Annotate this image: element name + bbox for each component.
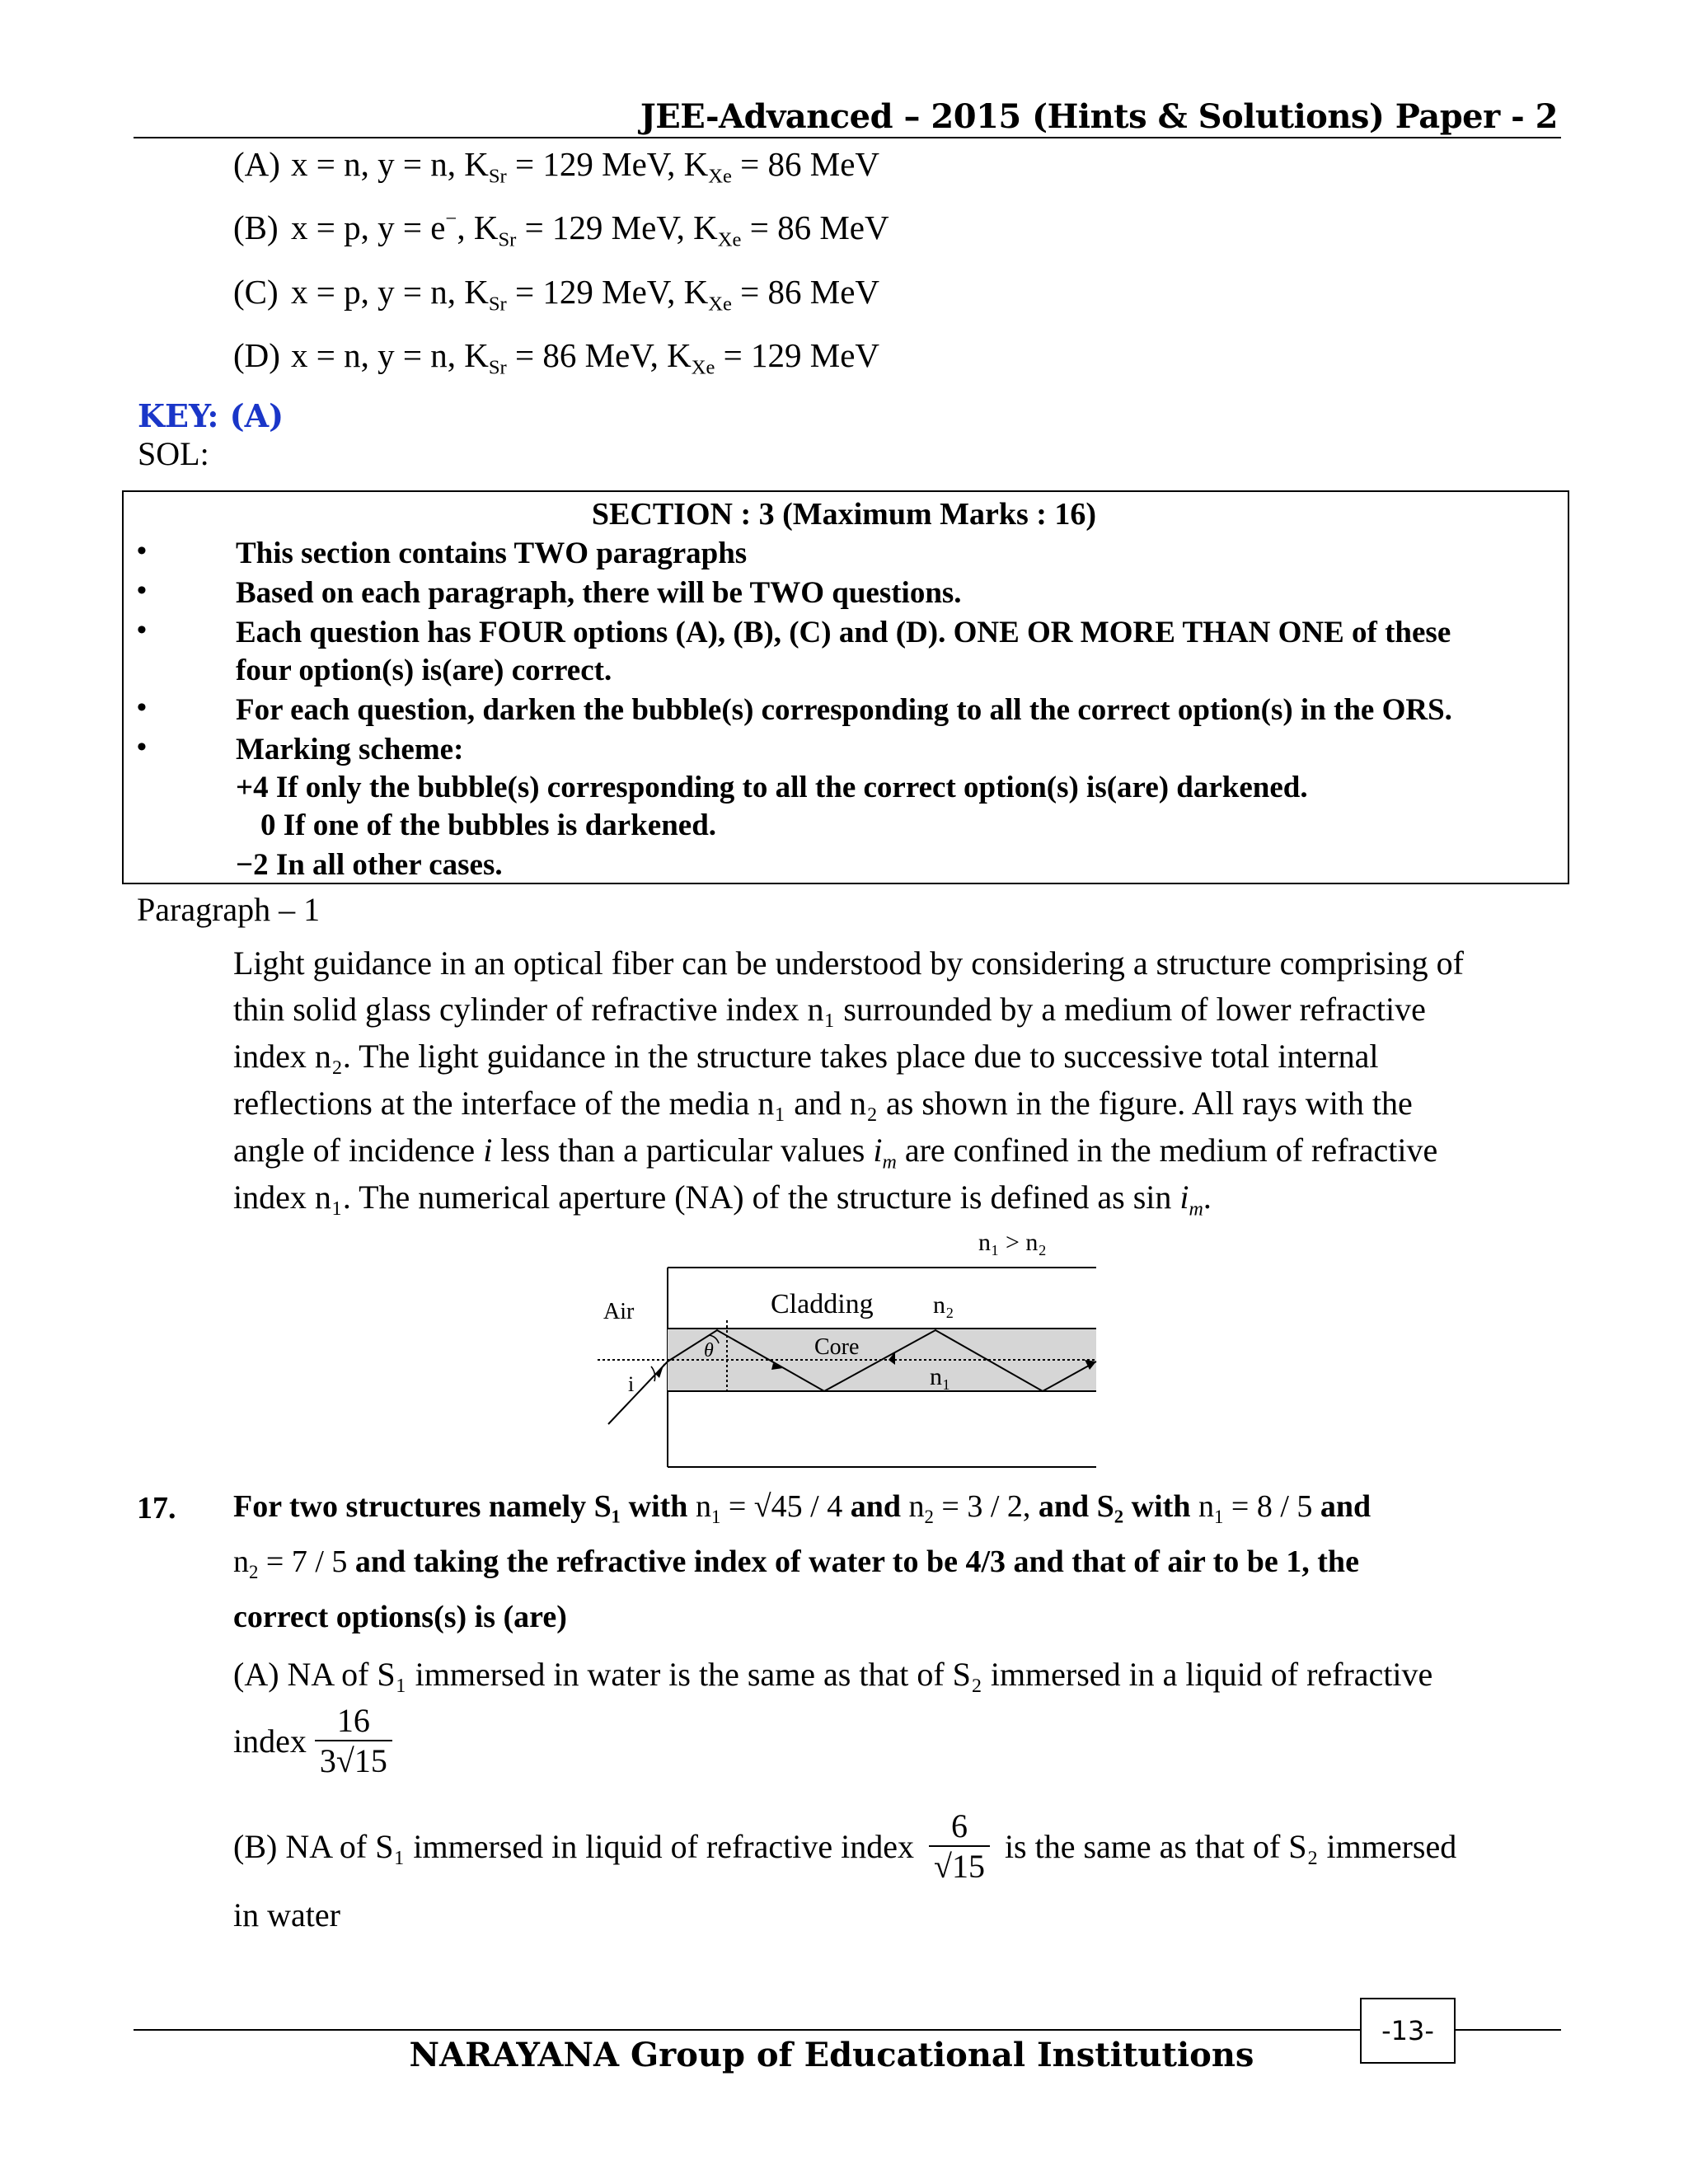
- figure-condition: n₁ > n₂: [978, 1229, 1047, 1256]
- question-number: 17.: [137, 1491, 176, 1526]
- option-b-pre: (B) NA of S₁ immersed in liquid of refractive index: [233, 1827, 914, 1865]
- marking-scheme-line: 0 If one of the bubbles is darkened.: [260, 808, 717, 842]
- option-label: (D): [233, 336, 280, 374]
- paragraph-line: angle of incidence i less than a particular values $i_m$ are confined in the medium of refractive: [233, 1132, 1438, 1174]
- paragraph-line: reflections at the interface of the media n₁ and n₂ as shown in the figure. All rays with the: [233, 1085, 1413, 1122]
- instruction-line: For each question, darken the bubble(s) corresponding to all the correct option(s) in the ORS.: [236, 693, 1452, 727]
- bullet-icon: •: [137, 732, 147, 762]
- fraction-numerator: 16: [315, 1701, 392, 1741]
- footer-rule: [134, 2029, 1360, 2031]
- fraction-denominator: 3√15: [319, 1742, 387, 1779]
- fraction-denominator: √15: [933, 1848, 985, 1885]
- index-word: index: [233, 1722, 307, 1760]
- marking-scheme-line: +4 If only the bubble(s) corresponding to all the correct option(s) is(are) darkened.: [236, 771, 1308, 804]
- option-text: x = p, y = e−, $K_{Sr} = 129$ MeV, $K_{Xe} = 86$ MeV: [291, 207, 889, 251]
- option-label: (C): [233, 273, 279, 311]
- incident-ray: [608, 1361, 668, 1424]
- option-b-continuation: in water: [233, 1896, 340, 1933]
- paragraph-line: index n₁. The numerical aperture (NA) of the structure is defined as $\sin i_m$.: [233, 1179, 1212, 1221]
- answer-key: KEY: (A): [138, 397, 284, 434]
- question-text-line: For two structures namely S₁ with $n_1 = √45 / 4$ and $n_2 = 3 / 2$, and S₂ with $n_1 = 8 / 5$ and: [233, 1489, 1372, 1527]
- solution-label: SOL:: [138, 435, 209, 472]
- question-text-line: correct options(s) is (are): [233, 1600, 567, 1634]
- page-number: -13-: [1360, 1998, 1456, 2064]
- option-b-post: is the same as that of S₂ immersed: [1004, 1827, 1457, 1865]
- footer-rule: [1456, 2029, 1561, 2031]
- core-index-label: n₁: [930, 1363, 951, 1390]
- instruction-line: Each question has FOUR options (A), (B), (C) and (D). ONE OR MORE THAN ONE of these: [236, 616, 1451, 649]
- option-a: [233, 144, 879, 189]
- fraction-numerator: 6: [929, 1807, 990, 1847]
- option-text: x = n, y = n, $K_{Sr} = 129$ MeV, $K_{Xe} = 86$ MeV: [291, 145, 880, 188]
- bullet-icon: •: [137, 575, 147, 606]
- fraction: [929, 1807, 990, 1886]
- paragraph-line: thin solid glass cylinder of refractive index n₁ surrounded by a medium of lower refractive: [233, 991, 1426, 1028]
- option-text: x = p, y = n, $K_{Sr} = 129$ MeV, $K_{Xe} = 86$ MeV: [291, 273, 880, 316]
- option-a-index: [233, 1701, 392, 1780]
- air-label: Air: [603, 1299, 635, 1324]
- option-c: [233, 272, 879, 316]
- page-header-title: JEE-Advanced – 2015 (Hints & Solutions) Paper - 2: [640, 97, 1558, 136]
- instruction-line: This section contains TWO paragraphs: [236, 537, 748, 570]
- optical-fiber-diagram: [577, 1220, 1121, 1483]
- header-rule: [134, 137, 1561, 138]
- cladding-label: Cladding: [771, 1289, 874, 1319]
- bullet-icon: •: [137, 615, 147, 645]
- instruction-line: Marking scheme:: [236, 733, 464, 766]
- theta-label: θ: [704, 1340, 714, 1361]
- option-label: (A): [233, 145, 280, 183]
- option-d: [233, 335, 879, 380]
- fraction: [315, 1701, 392, 1780]
- option-text: x = n, y = n, $K_{Sr} = 86$ MeV, $K_{Xe} = 129$ MeV: [291, 336, 880, 379]
- paragraph-heading: Paragraph – 1: [137, 891, 321, 928]
- section-title: SECTION : 3 (Maximum Marks : 16): [591, 497, 1097, 532]
- bullet-icon: •: [137, 536, 147, 566]
- option-label: (B): [233, 209, 279, 246]
- instruction-line: Based on each paragraph, there will be TWO questions.: [236, 576, 962, 610]
- footer-institution: NARAYANA Group of Educational Institutions: [409, 2036, 1254, 2074]
- option-b: [233, 208, 889, 252]
- option-b-text: [233, 1807, 1456, 1886]
- paragraph-line: index n₂. The light guidance in the structure takes place due to successive total internal: [233, 1038, 1379, 1075]
- option-a-text: (A) NA of S₁ immersed in water is the same as that of S₂ immersed in a liquid of refractive: [233, 1656, 1433, 1693]
- paragraph-line: Light guidance in an optical fiber can be understood by considering a structure comprising of: [233, 944, 1464, 982]
- marking-scheme-line: −2 In all other cases.: [236, 848, 503, 882]
- cladding-index-label: n₂: [933, 1291, 954, 1319]
- bullet-icon: •: [137, 692, 147, 723]
- question-text-line: $n_2 = 7 / 5$ and taking the refractive index of water to be 4/3 and that of air to be 1, the: [233, 1544, 1359, 1582]
- arrow-icon: [656, 1363, 664, 1378]
- core-label: Core: [814, 1334, 860, 1360]
- instruction-line: four option(s) is(are) correct.: [236, 654, 612, 687]
- incidence-angle-label: i: [628, 1372, 635, 1396]
